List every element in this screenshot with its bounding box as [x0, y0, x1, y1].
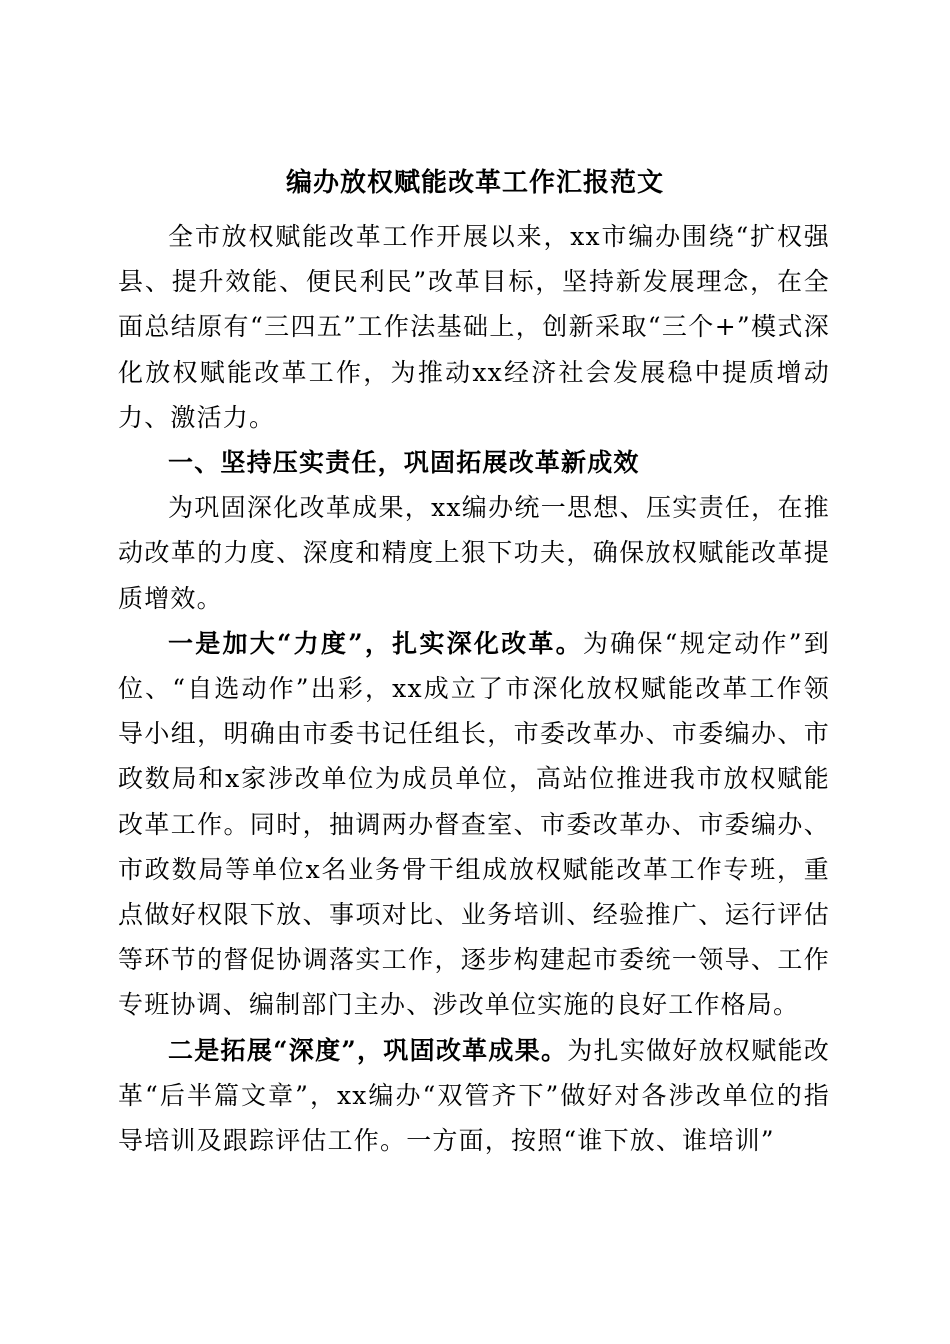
point-2-paragraph [118, 1028, 830, 1164]
point-1-lead: 一是加大“力度”，扎实深化改革。 [168, 628, 583, 658]
section-1-paragraph: 为巩固深化改革成果，xx编办统一思想、压实责任，在推动改革的力度、深度和精度上狠下功夫，确保放权赋能改革提质增效。 [118, 493, 830, 613]
point-2-lead: 二是拓展“深度”，巩固改革成果。 [168, 1035, 568, 1065]
intro-paragraph: 全市放权赋能改革工作开展以来，xx市编办围绕“扩权强县、提升效能、便民利民”改革目标，坚持新发展理念，在全面总结原有“三四五”工作法基础上，创新采取“三个+”模式深化放权赋能改革工作，为推动xx经济社会发展稳中提质增动力、激活力。 [118, 222, 830, 432]
section-1-heading: 一、坚持压实责任，巩固拓展改革新成效 [168, 448, 640, 478]
point-2-body: 为扎实做好放权赋能改革“后半篇文章”，xx编办“双管齐下”做好对各涉改单位的指导培训及跟踪评估工作。一方面，按照“谁下放、谁培训” [118, 1035, 830, 1156]
point-1-body: 为确保“规定动作”到位、“自选动作”出彩，xx成立了市深化放权赋能改革工作领导小组，明确由市委书记任组长，市委改革办、市委编办、市政数局和x家涉改单位为成员单位，高站位推进我市放权赋能改革工作。同时，抽调两办督查室、市委改革办、市委编办、市政数局等单位x名业务骨干组成放权赋能改革工作专班，重点做好权限下放、事项对比、业务培训、经验推广、运行评估等环节的督促协调落实工作，逐步构建起市委统一领导、工作专班协调、编制部门主办、涉改单位实施的良好工作格局。 [118, 628, 830, 1020]
document-title: 编办放权赋能改革工作汇报范文 [285, 168, 664, 198]
point-1-paragraph [118, 621, 830, 1028]
document-body [118, 214, 830, 1163]
